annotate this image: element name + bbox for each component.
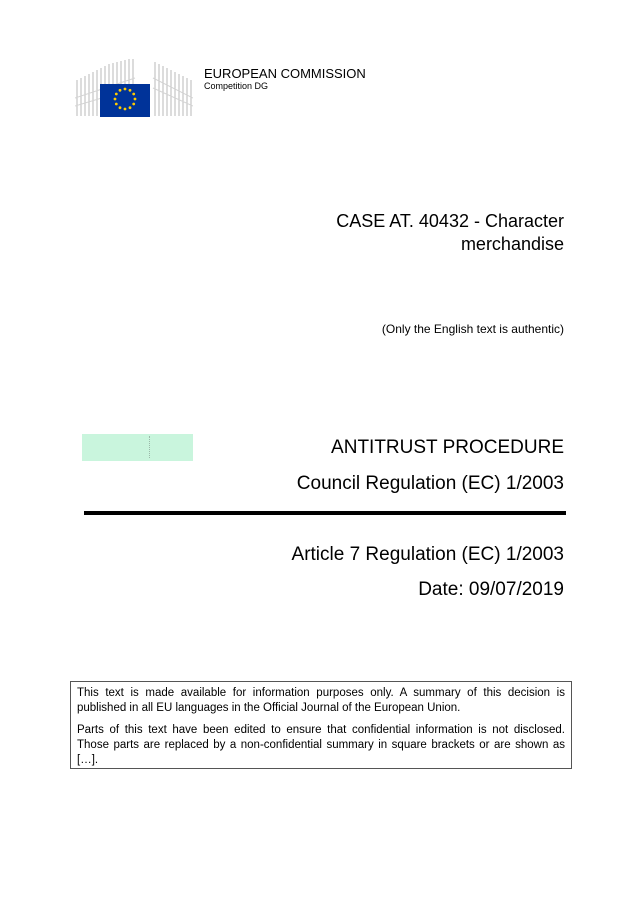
organization-name: EUROPEAN COMMISSION <box>204 66 366 81</box>
eu-flag-building-icon <box>75 58 193 120</box>
disclaimer-paragraph-1: This text is made available for information purposes only. A summary of this decision is published in all EU languages in the Official Journal of the European Union. <box>77 687 565 714</box>
decision-date: Date: 09/07/2019 <box>418 579 564 600</box>
article-reference: Article 7 Regulation (EC) 1/2003 <box>291 544 564 565</box>
redaction-marker <box>149 436 151 458</box>
redaction-highlight <box>82 434 193 461</box>
language-note: (Only the English text is authentic) <box>381 322 564 336</box>
case-title: CASE AT. 40432 - Character merchandise <box>336 211 564 254</box>
disclaimer-paragraph-2: Parts of this text have been edited to ensure that confidential information is not disclosed. Those parts are replaced by a non-confidential summary in square brackets or are shown as […]. <box>77 724 565 766</box>
regulation-reference: Council Regulation (EC) 1/2003 <box>296 473 564 494</box>
organization-header <box>204 66 366 92</box>
disclaimer-box <box>70 681 572 769</box>
horizontal-divider <box>84 511 566 515</box>
department-name: Competition DG <box>204 81 269 91</box>
procedure-heading: ANTITRUST PROCEDURE <box>331 437 564 458</box>
